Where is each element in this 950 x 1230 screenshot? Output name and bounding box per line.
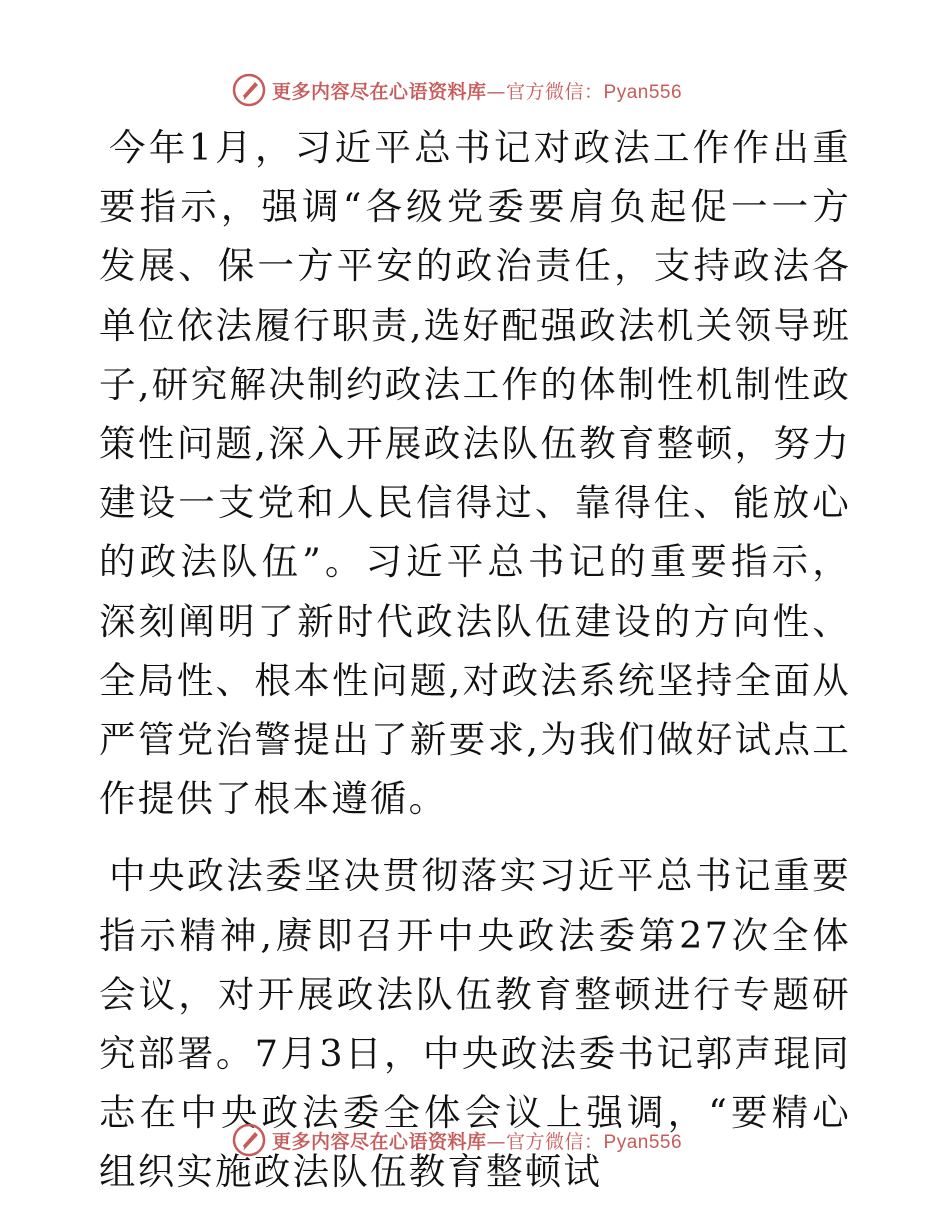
watermark-contact-id: Pyan556 xyxy=(603,1131,683,1153)
watermark-contact-id: Pyan556 xyxy=(603,81,683,103)
footer-watermark xyxy=(232,1120,682,1160)
paragraph: 中央政法委坚决贯彻落实习近平总书记重要指示精神,赓即召开中央政法委第27次全体会议，对开展政法队伍教育整顿进行专题研究部署。7月3日，中央政法委书记郭声琨同志在中央政法委全体会议上强调，“要精心组织实施政法队伍教育整顿试 xyxy=(99,854,851,1194)
pen-logo-icon xyxy=(232,73,266,107)
document-body xyxy=(99,118,851,1202)
watermark-brand: 更多内容尽在心语资料库 xyxy=(272,1130,487,1153)
watermark-brand: 更多内容尽在心语资料库 xyxy=(272,80,487,103)
watermark-text xyxy=(272,77,682,104)
watermark-contact-label: 官方微信： xyxy=(506,80,604,103)
pen-logo-icon xyxy=(232,1123,266,1157)
paragraph: 今年1月，习近平总书记对政法工作作出重要指示，强调“各级党委要肩负起促一一方发展、保一方平安的政治责任，支持政法各单位依法履行职责,选好配强政法机关领导班子,研究解决制约政法工作的体制性机制性政策性问题,深入开展政法队伍教育整顿，努力建设一支党和人民信得过、靠得住、能放心的政法队伍”。习近平总书记的重要指示，深刻阐明了新时代政法队伍建设的方向性、全局性、根本性问题,对政法系统坚持全面从严管党治警提出了新要求,为我们做好试点工作提供了根本遵循。 xyxy=(99,126,851,821)
watermark-text xyxy=(272,1127,682,1154)
watermark-separator: — xyxy=(486,80,507,103)
watermark-separator: — xyxy=(486,1130,507,1153)
watermark-contact-label: 官方微信： xyxy=(506,1130,604,1153)
header-watermark xyxy=(232,70,682,110)
